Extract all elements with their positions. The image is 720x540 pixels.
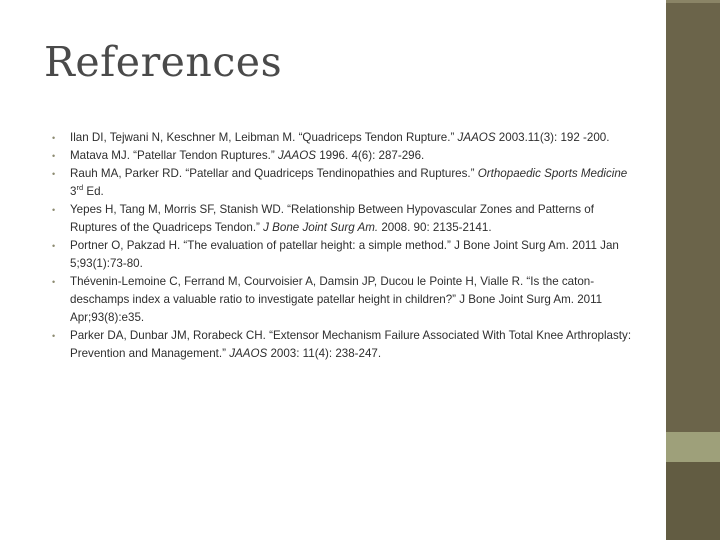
reference-authors: Rauh MA, Parker RD.: [70, 167, 183, 180]
bullet-icon: •: [52, 241, 56, 251]
reference-journal: JAAOS: [229, 347, 268, 360]
reference-article: “Extensor Mechanism Failure Associated With Total Knee Arthroplasty: Prevention and Management.”: [70, 329, 632, 360]
reference-text: Portner O, Pakzad H. “The evaluation of patellar height: a simple method.” J Bone Joint Surg Am. 2011 Jan 5;93(1):73-80.: [70, 239, 619, 270]
reference-details: 1996. 4(6): 287-296.: [319, 149, 425, 162]
reference-details: 2003.11(3): 192 -200.: [498, 131, 610, 144]
reference-edition-suffix: Ed.: [86, 185, 104, 198]
bullet-icon: •: [52, 133, 56, 143]
bullet-icon: •: [52, 151, 56, 161]
reference-authors: Matava MJ.: [70, 149, 130, 162]
side-panel-top-accent: [666, 0, 720, 3]
side-panel-bottom: [666, 462, 720, 540]
slide-title: References: [44, 38, 283, 86]
reference-journal: Orthopaedic Sports Medicine: [477, 167, 628, 180]
reference-article: “Quadriceps Tendon Rupture.”: [298, 131, 455, 144]
reference-edition-superscript: rd: [76, 183, 84, 193]
reference-details: 2008. 90: 2135-2141.: [381, 221, 492, 234]
reference-list: [52, 129, 642, 363]
reference-item: [52, 129, 642, 147]
reference-journal: JAAOS: [457, 131, 496, 144]
reference-item: [52, 201, 642, 237]
reference-item: [52, 327, 642, 363]
reference-item: [52, 237, 642, 273]
reference-journal: J Bone Joint Surg Am.: [263, 221, 379, 234]
bullet-icon: •: [52, 169, 56, 179]
reference-item: [52, 147, 642, 165]
reference-item: [52, 165, 642, 201]
reference-article: “Relationship Between Hypovascular Zones and Patterns of Ruptures of the Quadriceps Tendon.”: [70, 203, 594, 234]
reference-authors: Parker DA, Dunbar JM, Rorabeck CH.: [70, 329, 266, 342]
reference-article: “Patellar Tendon Ruptures.”: [133, 149, 275, 162]
reference-authors: Yepes H, Tang M, Morris SF, Stanish WD.: [70, 203, 284, 216]
reference-journal: JAAOS: [277, 149, 316, 162]
reference-item: [52, 273, 642, 327]
reference-authors: Ilan DI, Tejwani N, Keschner M, Leibman M.: [70, 131, 296, 144]
reference-article: “Patellar and Quadriceps Tendinopathies and Ruptures.”: [185, 167, 475, 180]
reference-details: 2003: 11(4): 238-247.: [270, 347, 382, 360]
side-panel-stripe: [666, 432, 720, 462]
bullet-icon: •: [52, 277, 56, 287]
reference-text: Thévenin-Lemoine C, Ferrand M, Courvoisier A, Damsin JP, Ducou le Pointe H, Vialle R. “Is the caton-deschamps index a valuable ratio to investigate patellar height in children?” J Bone Joint Surg Am. 2011 Apr;93(8):e35.: [70, 275, 603, 324]
bullet-icon: •: [52, 205, 56, 215]
reference-edition-number: 3: [70, 185, 77, 198]
bullet-icon: •: [52, 331, 56, 341]
